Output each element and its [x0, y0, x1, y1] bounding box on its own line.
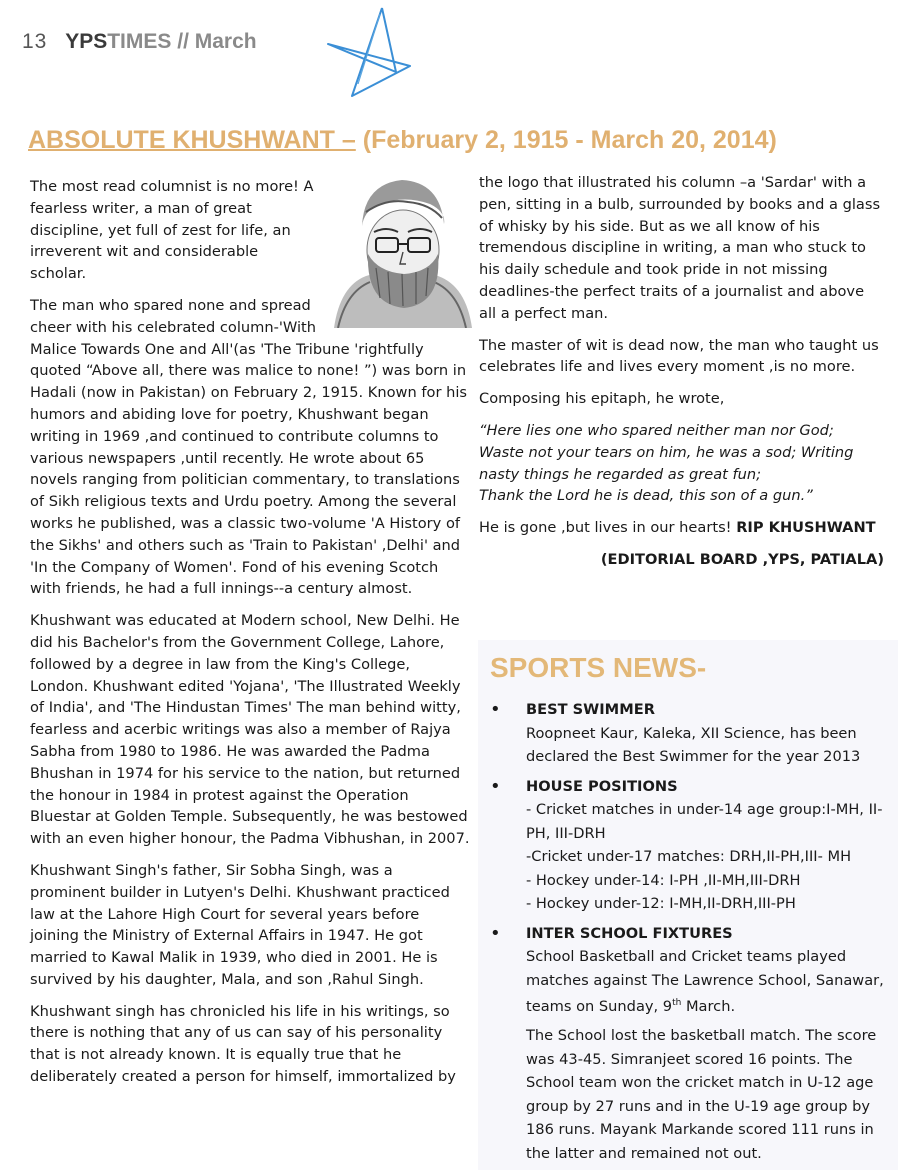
- article-right-column: [479, 172, 884, 581]
- sports-news-heading: SPORTS NEWS-: [490, 652, 707, 683]
- article-paragraph: Khushwant was educated at Modern school, New Delhi. He did his Bachelor's from the Government College, Lahore, followed by a degree in law from the King's College, London. Khushwant edited 'Yojana', 'The Illustrated Weekly of India', and 'The Hindustan Times' The man behind witty, fearless and acerbic writings was also a member of Rajya Sabha from 1980 to 1986. He was awarded the Padma Bhushan in 1974 for his service to the nation, but returned the honour in 1984 in protest against the Operation Bluestar at Golden Temple. Subsequently, he was bestowed with an even higher honour, the Padma Vibhushan, in 2007.: [30, 612, 470, 848]
- article-title-dates: (February 2, 1915 - March 20, 2014): [355, 126, 777, 154]
- article-title-name: ABSOLUTE KHUSHWANT –: [28, 126, 356, 154]
- article-paragraph: Khushwant singh has chronicled his life in his writings, so there is nothing that any of us can say of his personality that is not already known. It is equally true that he deliberately created a person for himself, immortalized by: [30, 1002, 456, 1086]
- closing-text: He is gone ,but lives in our hearts!: [479, 519, 737, 537]
- page-header: [22, 30, 257, 54]
- sports-item-text: - Cricket matches in under-14 age group:I-MH, II-PH, III-DRH: [526, 801, 883, 842]
- star-logo-icon: [322, 4, 418, 100]
- brand-yps: YPS: [65, 30, 108, 53]
- bullet-icon: •: [490, 699, 501, 720]
- portrait-sketch-image: [326, 168, 478, 328]
- article-paragraph: the logo that illustrated his column –a 'Sardar' with a pen, sitting in a bulb, surrounded by books and a glass of whisky by his side. But as we all know of his tremendous discipline in writing, a man who stuck to his daily schedule and took pride in not missing deadlines-the perfect traits of a journalist and above all a perfect man.: [479, 174, 881, 322]
- sports-item-text: - Hockey under-14: I-PH ,II-MH,III-DRH: [526, 871, 801, 889]
- epitaph-line: “Here lies one who spared neither man nor God;: [479, 421, 834, 439]
- sports-item-title: HOUSE POSITIONS: [526, 777, 678, 795]
- brand-times: TIMES: [107, 30, 172, 53]
- list-item: [490, 922, 886, 1166]
- article-paragraph: Composing his epitaph, he wrote,: [479, 390, 725, 408]
- sports-item-text: Roopneet Kaur, Kaleka, XII Science, has been declared the Best Swimmer for the year 2013: [526, 724, 861, 765]
- rip-text: RIP KHUSHWANT: [736, 519, 876, 537]
- sports-item-text: -Cricket under-17 matches: DRH,II-PH,III- MH: [526, 848, 852, 865]
- bullet-icon: •: [490, 775, 501, 797]
- epitaph-quote: [479, 420, 884, 507]
- epitaph-line: Waste not your tears on him, he was a sod; Writing: [479, 443, 854, 461]
- article-paragraph: The man who spared none and spread cheer with his celebrated column-'With Malice Towards One and All'(as 'The Tribune 'rightfully quoted “Above all, there was malice to none! ”) was born in Hadali (now in Pakistan) on February 2, 1915. Known for his humors and abiding love for poetry, Khushwant began writing in 1969 ,and continued to contribute columns to various newspapers ,until recently. He wrote about 65 novels ranging from politician commentary, to translations of Sikh religious texts and Urdu poetry. Among the several works he published, was a classic two-volume 'A History of the Sikhs' and others such as 'Train to Pakistan' ,Delhi' and 'In the Company of Women'. Fond of his evening Scotch with friends, he had a full innings--a century almost.: [30, 296, 467, 598]
- article-left-column: [30, 176, 470, 1098]
- sports-item-text: The School lost the basketball match. The score was 43-45. Simranjeet scored 16 points. The School team won the cricket match in U-12 age group by 27 runs and in the U-19 age group by 186 runs. Mayank Markande scored 111 runs in the latter and remained not out.: [526, 1027, 877, 1162]
- article-paragraph: The most read columnist is no more! A fearless writer, a man of great discipline, yet full of zest for life, an irreverent wit and considerable scholar.: [30, 178, 314, 283]
- sports-item-text: - Hockey under-12: I-MH,II-DRH,III-PH: [526, 895, 796, 912]
- article-title: [28, 122, 888, 158]
- issue-month: // March: [177, 30, 257, 53]
- article-paragraph: Khushwant Singh's father, Sir Sobha Singh, was a prominent builder in Lutyen's Delhi. Khushwant practiced law at the Lahore High Court for several years before joining the Ministry of External Affairs in 1947. He got married to Kawal Malik in 1939, who died in 2001. He is survived by his daughter, Mala, and son ,Rahul Singh.: [30, 861, 450, 988]
- list-item: [490, 698, 886, 769]
- epitaph-line: Thank the Lord he is dead, this son of a gun.”: [479, 487, 813, 505]
- closing-line: [479, 517, 884, 539]
- sports-item-text: [526, 945, 886, 1018]
- sports-news-list: [490, 698, 886, 1171]
- page-number: 13: [22, 30, 48, 53]
- article-paragraph: The master of wit is dead now, the man who taught us celebrates life and lives every moment ,is no more.: [479, 336, 879, 376]
- fixture-text: School Basketball and Cricket teams played matches against The Lawrence School, Sanawar, teams on Sunday, 9: [526, 948, 884, 1015]
- sports-item-title: INTER SCHOOL FIXTURES: [526, 924, 733, 942]
- fixture-month: March.: [681, 997, 736, 1015]
- epitaph-line: nasty things he regarded as great fun;: [479, 465, 762, 483]
- sports-item-title: BEST SWIMMER: [526, 701, 655, 718]
- bullet-icon: •: [490, 922, 501, 944]
- list-item: [490, 775, 886, 916]
- editorial-signoff: (EDITORIAL BOARD ,YPS, PATIALA): [600, 550, 884, 568]
- date-suffix: th: [672, 998, 682, 1008]
